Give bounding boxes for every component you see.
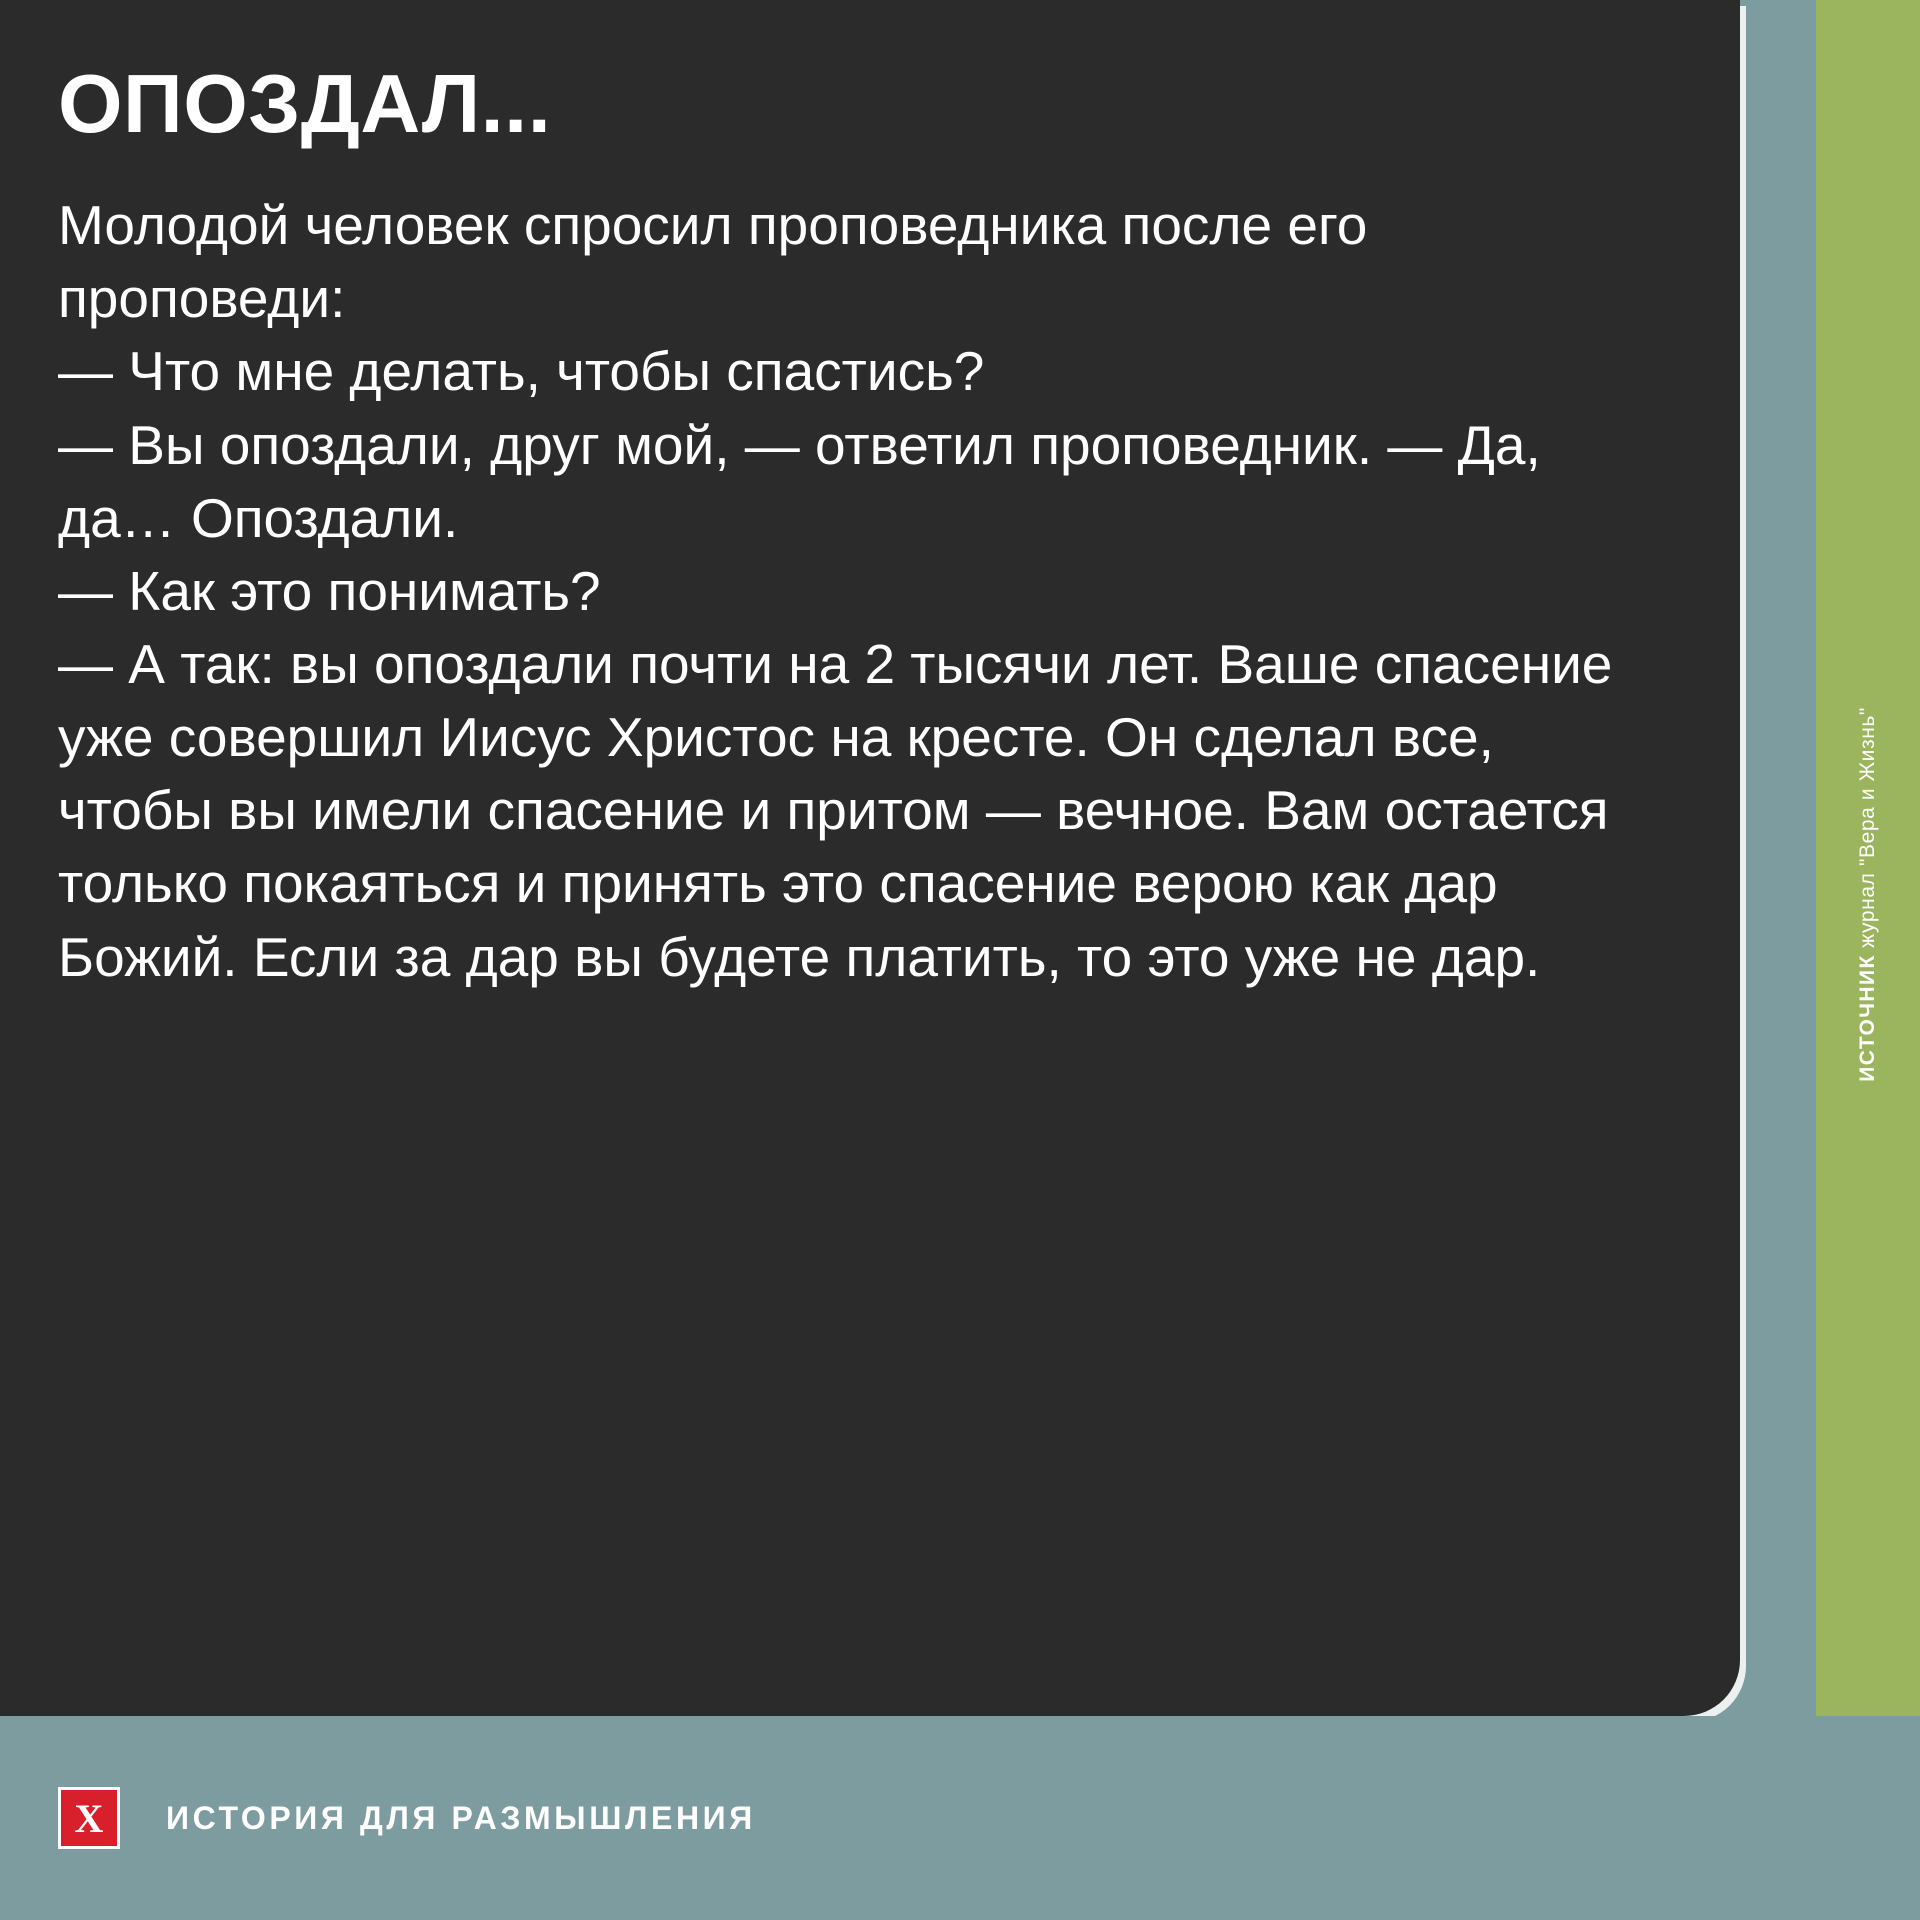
source-credit-text (1856, 707, 1880, 1082)
source-credit-value: журнал "Вера и Жизнь" (1856, 706, 1879, 954)
story-body: Молодой человек спросил проповедника после его проповеди: — Что мне делать, чтобы спастись? — Вы опоздали, друг мой, — ответил проповедник. — Да, да… Опоздали. — Как это понимать? — А так: вы опоздали почти на 2 тысячи лет. Ваше спасение уже совершил Иисус Христос на кресте. Он сделал все, чтобы вы имели спасение и притом — вечное. Вам остается только покаяться и принять это спасение верою как дар Божий. Если за дар вы будете платить, то это уже не дар. (58, 194, 1613, 988)
story-card-content (58, 57, 1680, 994)
source-credit-label: ИСТОЧНИК (1856, 953, 1879, 1082)
brand-logo-icon: X (58, 1787, 120, 1849)
footer-category-label: ИСТОРИЯ ДЛЯ РАЗМЫШЛЕНИЯ (166, 1799, 756, 1836)
footer-bar (0, 1716, 1920, 1920)
page-title: ОПОЗДАЛ... (58, 57, 552, 150)
source-credit (1816, 0, 1920, 1788)
